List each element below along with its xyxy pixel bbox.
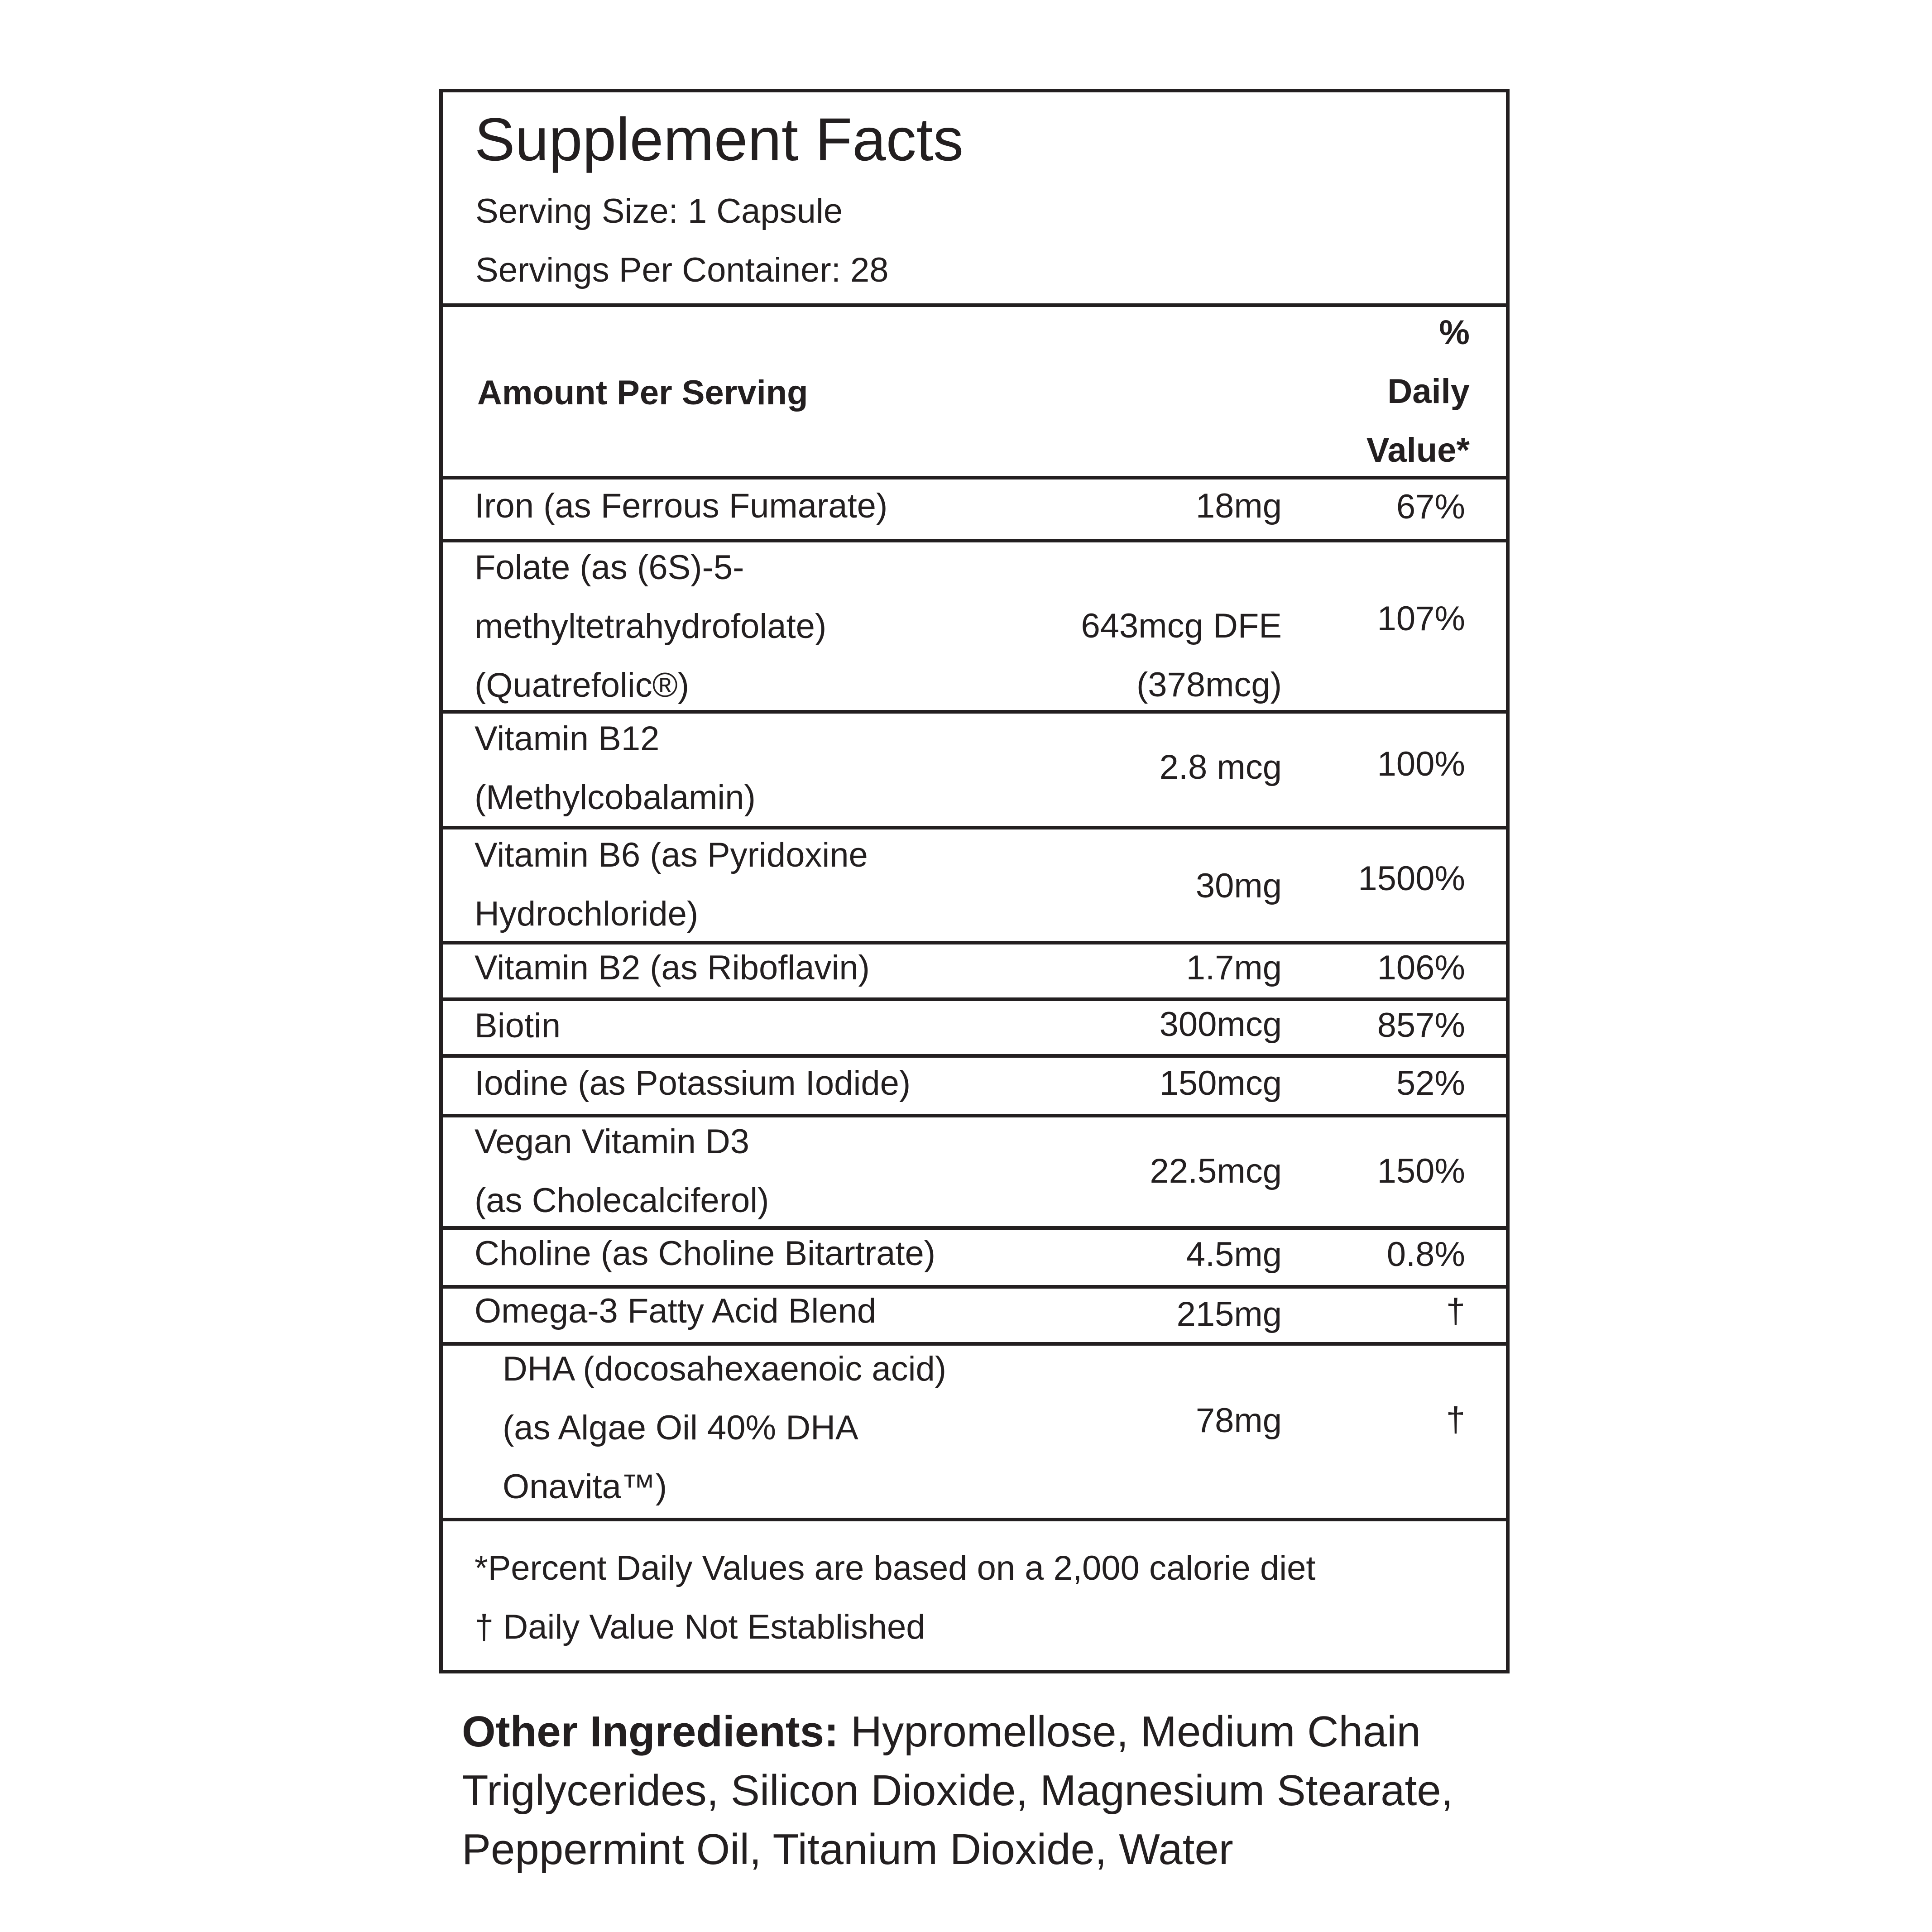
nutrient-amount: 18mg [1195,487,1282,525]
nutrient-row [443,826,1506,944]
footnotes [475,1539,1316,1657]
nutrient-daily-value: 857% [1377,1006,1465,1045]
nutrient-row [443,476,1506,542]
nutrient-amount: 1.7mg [1186,949,1282,987]
nutrient-row [443,1226,1506,1289]
nutrient-amount: 30mg [1195,867,1282,905]
panel-title: Supplement Facts [475,106,964,173]
nutrient-daily-value: 150% [1377,1152,1465,1190]
nutrient-daily-value: † [1446,1292,1465,1330]
footnote-not-established: † Daily Value Not Established [475,1608,925,1646]
servings-per-container: Servings Per Container: 28 [475,251,889,289]
nutrient-name: Choline (as Choline Bitartrate) [475,1234,936,1273]
nutrient-row [443,1114,1506,1230]
nutrient-name: Iron (as Ferrous Fumarate) [475,487,888,525]
nutrient-amount: 215mg [1176,1295,1282,1333]
nutrient-daily-value: 0.8% [1386,1235,1465,1274]
nutrient-amount: 4.5mg [1186,1235,1282,1274]
nutrient-name: DHA (docosahexaenoic acid) (as Algae Oil 40% DHA Onavita™) [503,1350,947,1506]
other-ingredients-label: Other Ingredients: [462,1707,839,1756]
nutrient-amount: 78mg [1195,1401,1282,1440]
nutrient-name: Vegan Vitamin D3 (as Cholecalciferol) [475,1122,769,1220]
footnote-daily-values: *Percent Daily Values are based on a 2,000 calorie diet [475,1549,1316,1587]
nutrient-row [443,1054,1506,1117]
nutrient-daily-value: 67% [1396,488,1465,526]
nutrient-amount: 643mcg DFE (378mcg) [1081,607,1282,704]
column-header-row [443,303,1506,479]
nutrient-row [443,941,1506,1001]
nutrient-name: Vitamin B12 (Methylcobalamin) [475,719,756,817]
serving-size: Serving Size: 1 Capsule [475,192,843,230]
amount-per-serving-header: Amount Per Serving [477,374,808,412]
nutrient-row [443,997,1506,1058]
nutrient-daily-value: † [1446,1400,1465,1439]
nutrient-amount: 2.8 mcg [1159,748,1282,786]
nutrient-name: Vitamin B2 (as Riboflavin) [475,949,870,987]
panel-header [443,92,1506,307]
nutrient-daily-value: 106% [1377,949,1465,987]
daily-value-header: % Daily Value* [1366,313,1470,470]
nutrient-daily-value: 1500% [1358,859,1465,898]
nutrient-name: Folate (as (6S)-5- methyltetrahydrofolate) (Quatrefolic®) [475,548,827,705]
nutrient-daily-value: 52% [1396,1064,1465,1103]
nutrient-name: Omega-3 Fatty Acid Blend [475,1292,877,1330]
nutrient-name: Iodine (as Potassium Iodide) [475,1064,911,1103]
nutrient-row [443,1285,1506,1346]
nutrient-row [443,710,1506,829]
nutrient-row [443,1342,1506,1521]
supplement-facts-panel [439,89,1510,1673]
nutrient-amount: 22.5mcg [1150,1152,1282,1190]
nutrient-amount: 300mcg [1159,1005,1282,1044]
nutrient-amount: 150mcg [1159,1064,1282,1103]
other-ingredients-text: Hypromellose, Medium Chain Triglycerides, Silicon Dioxide, Magnesium Stearate, Peppermint Oil, Titanium Dioxide, Water [462,1707,1453,1874]
other-ingredients [462,1702,1548,1879]
nutrient-row [443,539,1506,714]
nutrient-daily-value: 107% [1377,599,1465,638]
nutrient-name: Biotin [475,1007,561,1045]
nutrient-daily-value: 100% [1377,745,1465,783]
nutrient-name: Vitamin B6 (as Pyridoxine Hydrochloride) [475,836,868,933]
